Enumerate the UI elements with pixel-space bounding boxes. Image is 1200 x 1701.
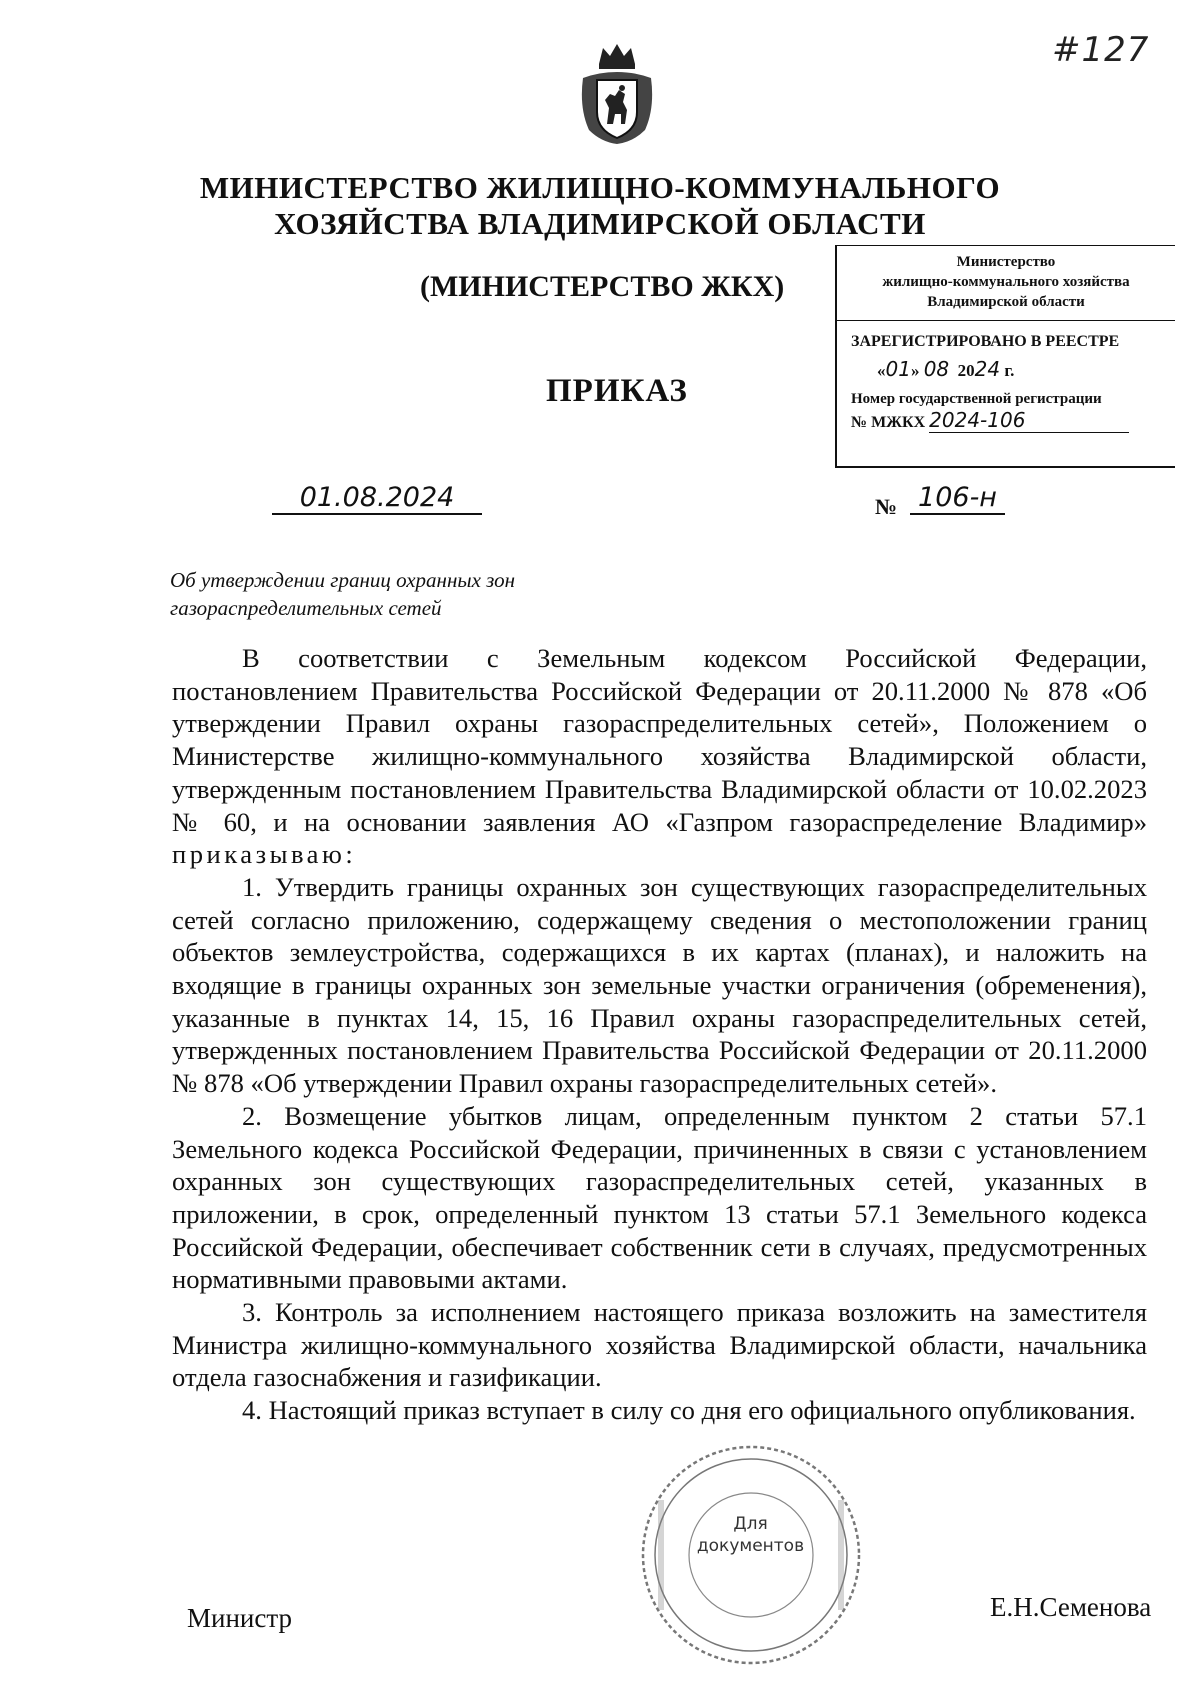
registration-year-prefix: 20 xyxy=(957,361,975,380)
registration-org-line2: жилищно-коммунального хозяйства xyxy=(882,274,1130,290)
stamp-center-line2: документов xyxy=(696,1536,805,1556)
order-title: ПРИКАЗ xyxy=(546,373,688,409)
coat-of-arms-icon xyxy=(575,38,659,148)
registration-org-line3: Владимирской области xyxy=(927,294,1085,310)
ministry-title-line1: МИНИСТЕРСТВО ЖИЛИЩНО-КОММУНАЛЬНОГО xyxy=(199,170,1001,205)
ministry-title xyxy=(140,170,1060,242)
registration-divider xyxy=(837,320,1175,321)
registration-year-suffix: 24 xyxy=(974,357,1001,381)
regno-row xyxy=(837,408,1175,433)
order-subject-line2: газораспределительных сетей xyxy=(170,596,442,620)
registration-org-line1: Министерство xyxy=(956,254,1056,270)
signatory-position: Министр xyxy=(187,1603,292,1633)
registration-stamp-box xyxy=(835,245,1175,468)
registration-date: «01» 08 2024 г. xyxy=(877,357,1015,381)
order-subject-line1: Об утверждении границ охранных зон xyxy=(170,568,516,592)
order-item-2: 2. Возмещение убытков лицам, определенным пунктом 2 статьи 57.1 Земельного кодекса Российской Федерации, причиненных в связи с установлением охранных зон существующих газораспределительных сетей, указанных в приложении, в срок, определенный пунктом 13 статьи 57.1 Земельного кодекса Российской Федерации, обеспечивает собственник сети в случаях, предусмотренных нормативными правовыми актами. xyxy=(172,1100,1147,1295)
order-item-3: 3. Контроль за исполнением настоящего приказа возложить на заместителя Министра жилищно-коммунального хозяйства Владимирской области, начальника отдела газоснабжения и газификации. xyxy=(172,1297,1147,1393)
handwritten-corner-number: #127 xyxy=(1052,30,1150,70)
order-body xyxy=(172,642,1147,1427)
registration-month: 08 xyxy=(923,357,950,381)
preamble-text: В соответствии с Земельным кодексом Российской Федерации, постановлением Правительства Российской Федерации от 20.11.2000 № 878 «Об утверждении Правил охраны газораспределительных сетей», Положением о Министерстве жилищно-коммунального хозяйства Владимирской области, утвержденным постановлением Правительства Владимирской области от 10.02.2023 № 60, и на основании заявления АО «Газпром газораспределение Владимир» xyxy=(172,643,1147,837)
stamp-center-line1: Для xyxy=(733,1514,768,1534)
ministry-short-name: (МИНИСТЕРСТВО ЖКХ) xyxy=(420,270,785,303)
preamble-paragraph xyxy=(172,642,1147,871)
registration-year-label: г. xyxy=(1004,361,1015,380)
regno-value: 2024-106 xyxy=(929,408,1129,433)
regno-label: Номер государственной регистрации xyxy=(851,391,1102,407)
stamp-center-text xyxy=(688,1513,813,1557)
order-number: 106-н xyxy=(910,482,1005,515)
registration-day: 01 xyxy=(885,357,911,381)
order-subject xyxy=(170,566,610,622)
preamble-order-word: приказываю: xyxy=(172,839,357,870)
ministry-title-line2: ХОЗЯЙСТВА ВЛАДИМИРСКОЙ ОБЛАСТИ xyxy=(274,206,926,241)
regno-prefix: № МЖКХ xyxy=(851,414,926,431)
order-number-label: № xyxy=(875,494,898,519)
order-item-1: 1. Утвердить границы охранных зон существующих газораспределительных сетей согласно приложению, содержащему сведения о местоположении границ объектов землеустройства, содержащихся в их картах (планах), и наложить на входящие в границы охранных зон земельные участки ограничения (обременения), указанные в пунктах 14, 15, 16 Правил охраны газораспределительных сетей, утвержденных постановлением Правительства Российской Федерации от 20.11.2000 № 878 «Об утверждении Правил охраны газораспределительных сетей». xyxy=(172,871,1147,1099)
order-item-4: 4. Настоящий приказ вступает в силу со дня его официального опубликования. xyxy=(242,1395,1136,1426)
order-date: 01.08.2024 xyxy=(272,482,482,515)
registered-label: ЗАРЕГИСТРИРОВАНО В РЕЕСТРЕ xyxy=(851,333,1120,350)
signatory-name: Е.Н.Семенова xyxy=(990,1592,1152,1622)
registration-org xyxy=(837,252,1175,312)
